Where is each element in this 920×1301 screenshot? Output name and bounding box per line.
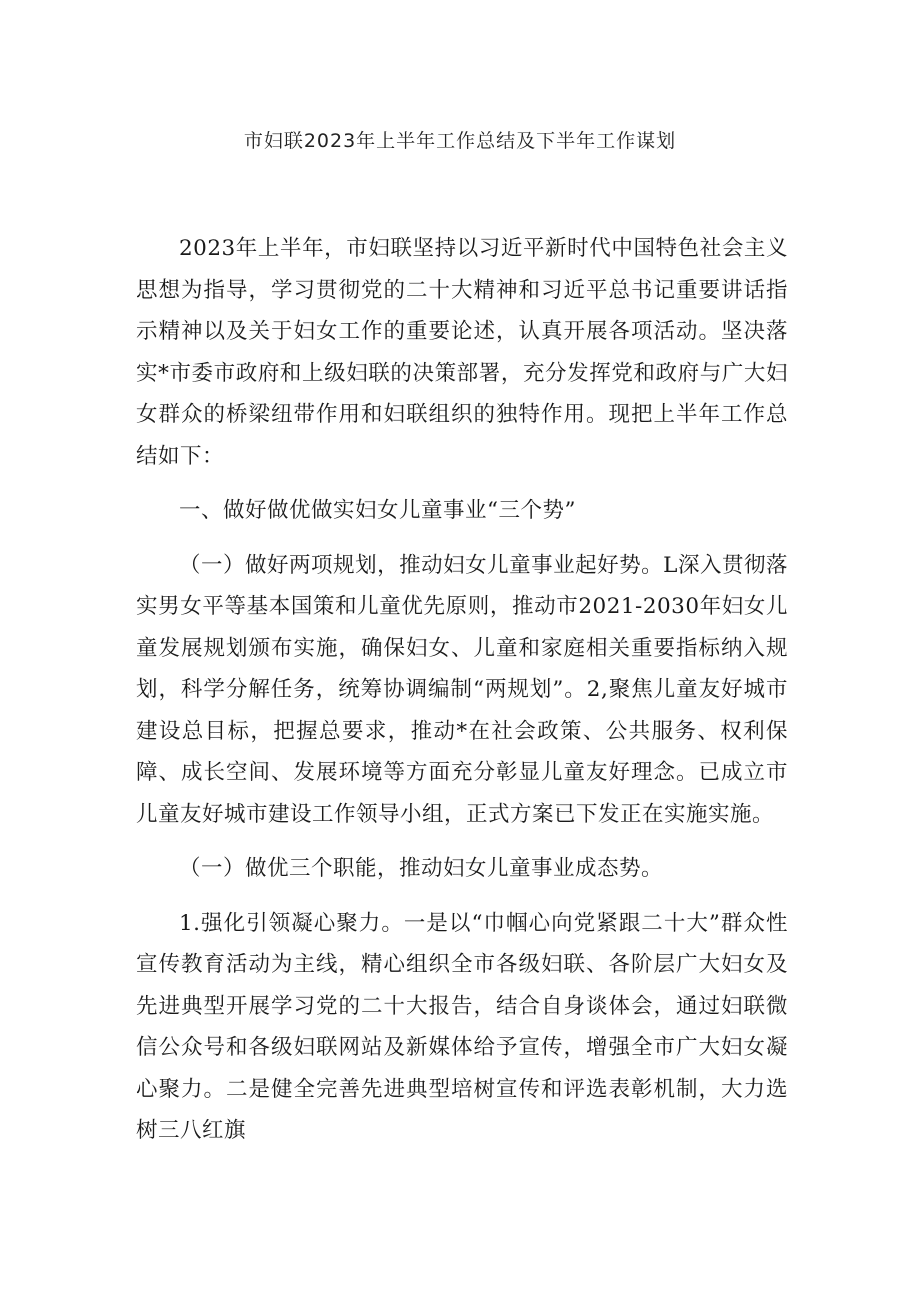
heading-subsection-2: （一）做优三个职能，推动妇女儿童事业成态势。 [179,856,664,881]
paragraph-subsection-1: （一）做好两项规划，推动妇女儿童事业起好势。L深入贯彻落实男女平等基本国策和儿童优先原则，推动市2021-2030年妇女儿童发展规划颁布实施，确保妇女、儿童和家庭相关重要指标纳入规划，科学分解任务，统筹协调编制“两规划”。2,聚焦儿童友好城市建设总目标，把握总要求，推动*在社会政策、公共服务、权利保障、成长空间、发展环境等方面充分彰显儿童友好理念。已成立市儿童友好城市建设工作领导小组，正式方案已下发正在实施实施。 [136,552,788,827]
document-body [136,228,788,1152]
heading-section-1: 一、做好做优做实妇女儿童事业“三个势” [179,498,576,523]
document-title: 市妇联2023年上半年工作总结及下半年工作谋划 [243,130,677,152]
paragraph-item-1: 1.强化引领凝心聚力。一是以“巾帼心向党紧跟二十大”群众性宣传教育活动为主线，精心组织全市各级妇联、各阶层广大妇女及先进典型开展学习党的二十大报告，结合自身谈体会，通过妇联微信公众号和各级妇联网站及新媒体给予宣传，增强全市广大妇女凝心聚力。二是健全完善先进典型培树宣传和评选表彰机制，大力选树三八红旗 [136,910,788,1143]
paragraph-intro: 2023年上半年，市妇联坚持以习近平新时代中国特色社会主义思想为指导，学习贯彻党的二十大精神和习近平总书记重要讲话指示精神以及关于妇女工作的重要论述，认真开展各项活动。坚决落实*市委市政府和上级妇联的决策部署，充分发挥党和政府与广大妇女群众的桥梁纽带作用和妇联组织的独特作用。现把上半年工作总结如下： [136,236,788,469]
